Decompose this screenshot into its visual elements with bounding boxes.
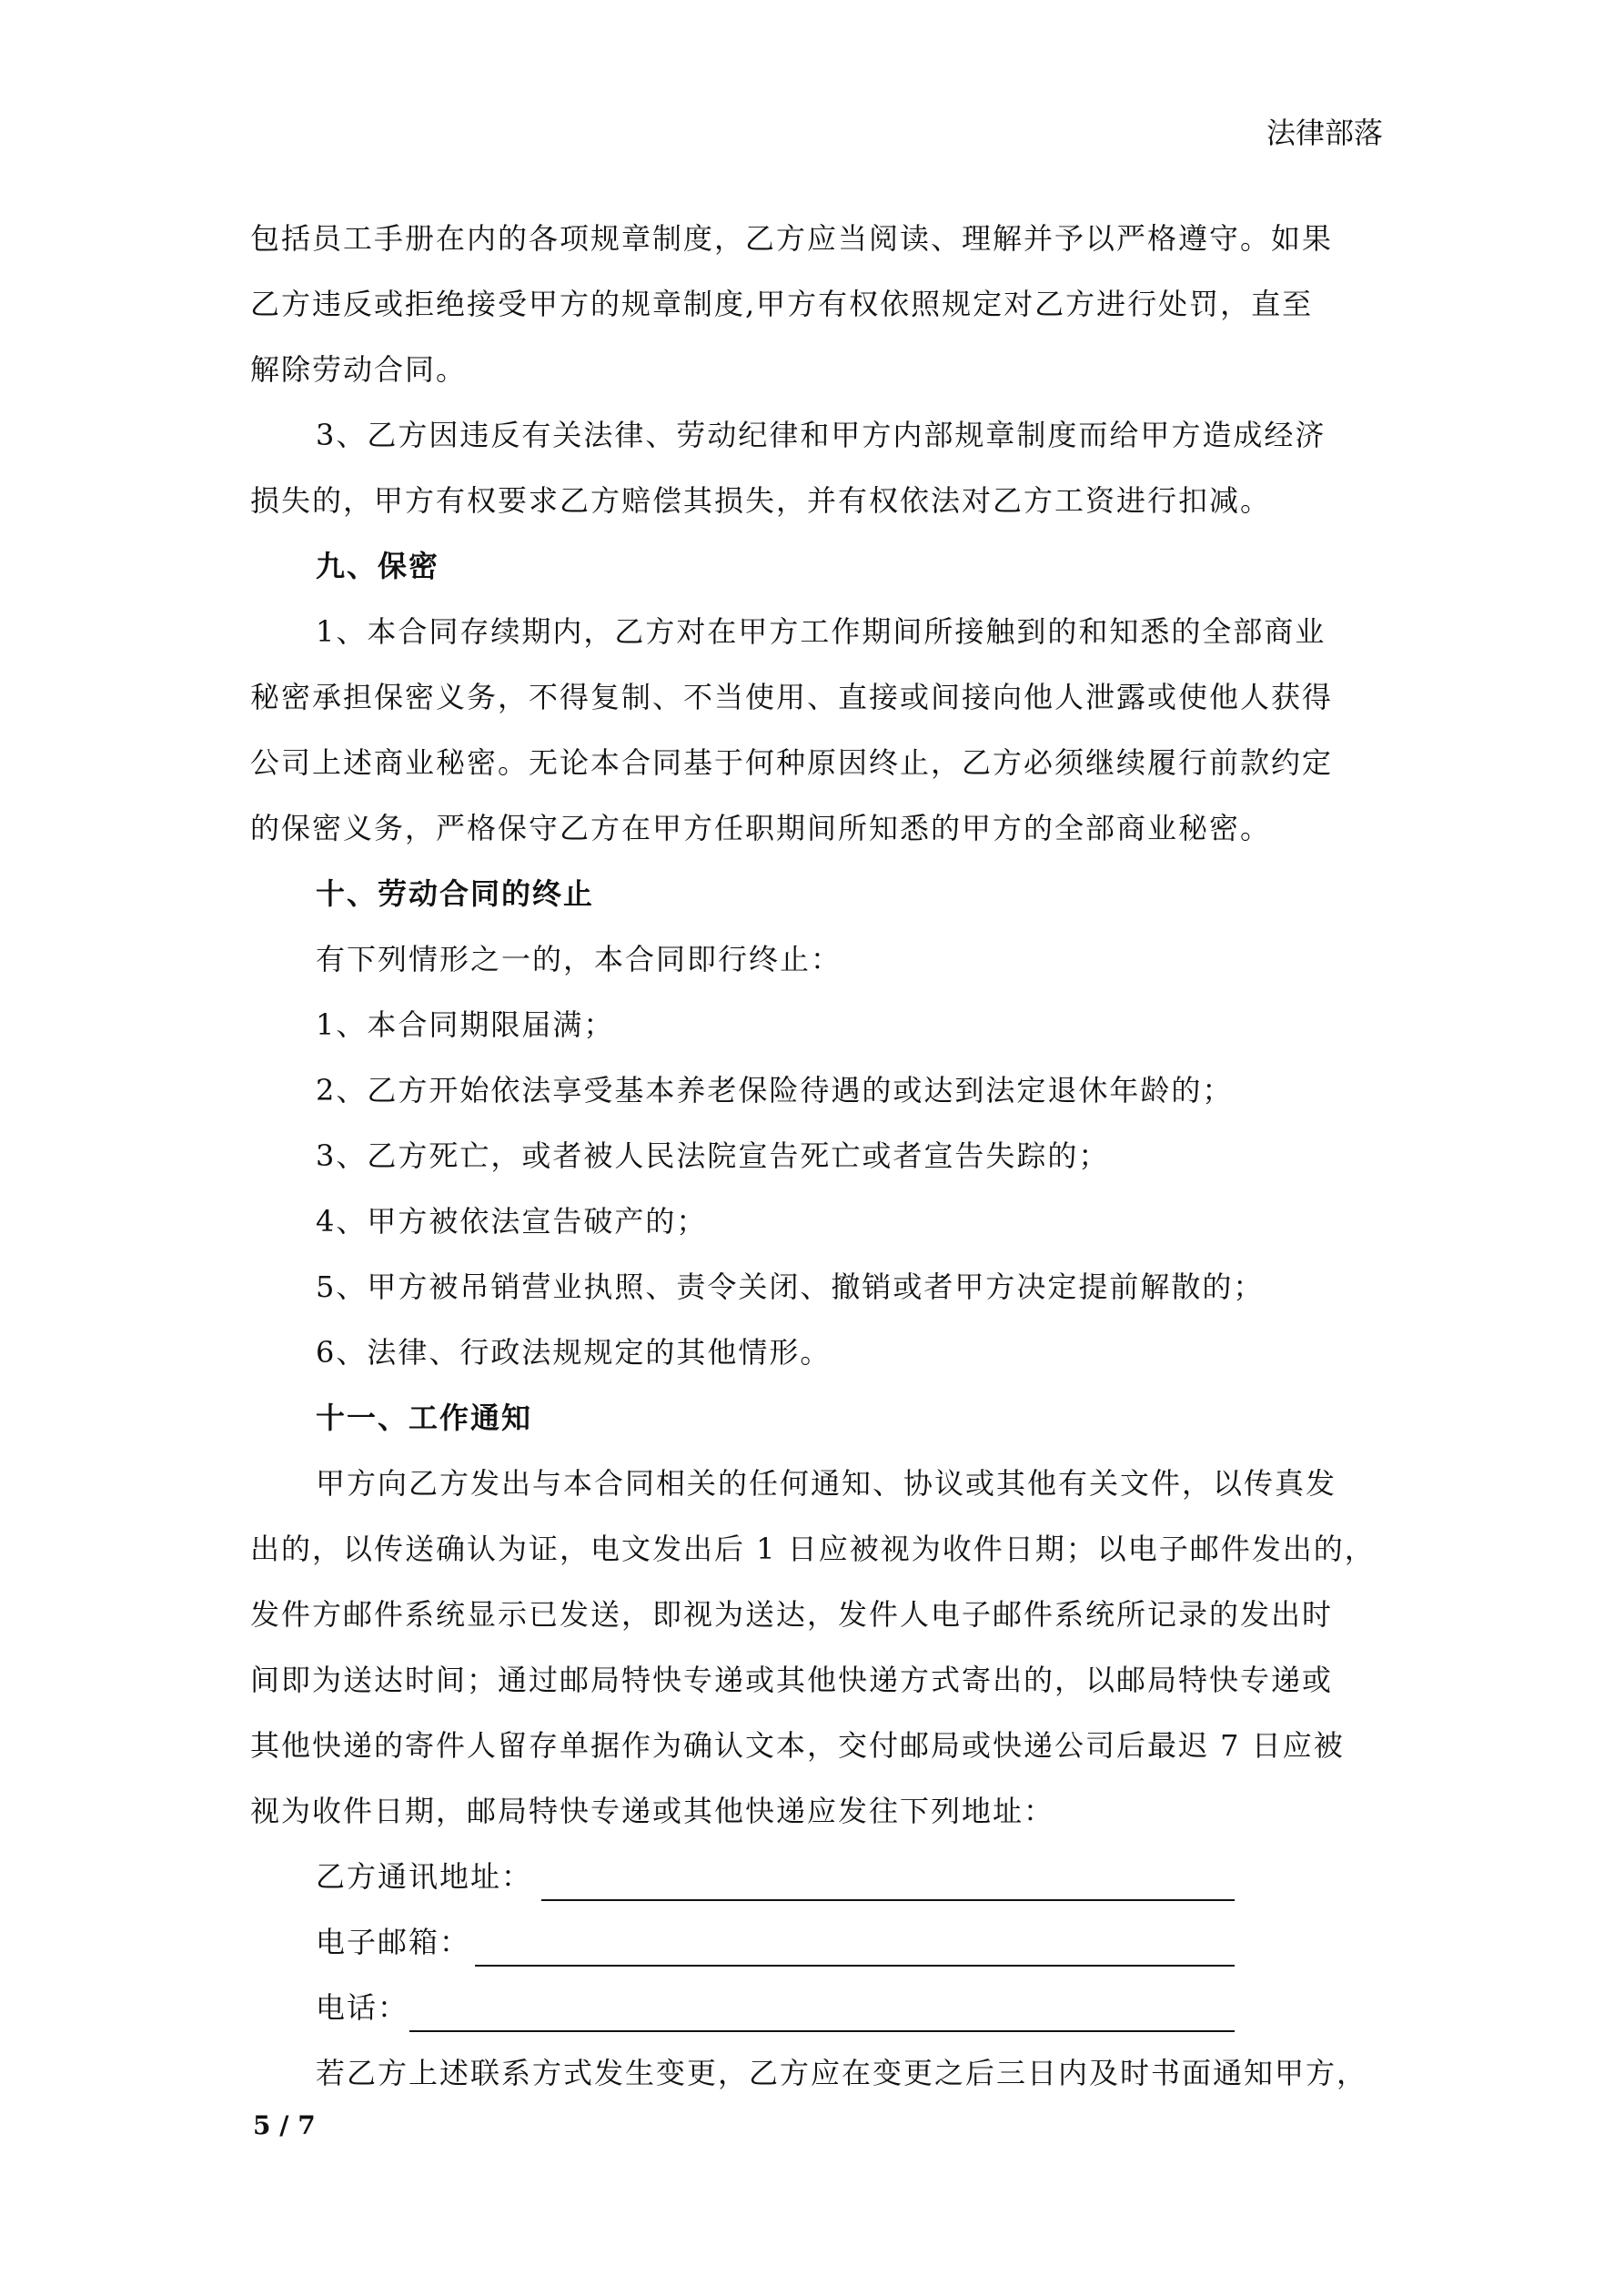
list-item: 6、法律、行政法规规定的其他情形。 bbox=[316, 1335, 832, 1370]
list-item: 2、乙方开始依法享受基本养老保险待遇的或达到法定退休年龄的； bbox=[316, 1073, 1234, 1108]
paragraph-line: 有下列情形之一的，本合同即行终止： bbox=[316, 942, 842, 976]
section-heading-confidentiality: 九、保密 bbox=[316, 549, 440, 583]
phone-label: 电话： bbox=[316, 1990, 409, 2025]
section-heading-termination: 十、劳动合同的终止 bbox=[316, 876, 595, 911]
paragraph-line: 公司上述商业秘密。无论本合同基于何种原因终止，乙方必须继续履行前款约定 bbox=[250, 745, 1334, 780]
header-brand: 法律部落 bbox=[1266, 116, 1383, 150]
address-label: 乙方通讯地址： bbox=[316, 1859, 533, 1894]
email-field-row bbox=[250, 1909, 1386, 1975]
paragraph-line: 视为收件日期，邮局特快专递或其他快递应发往下列地址： bbox=[250, 1794, 1055, 1828]
page-number: 5 / 7 bbox=[253, 2110, 316, 2140]
paragraph-line: 解除劳动合同。 bbox=[250, 352, 468, 387]
paragraph-line: 若乙方上述联系方式发生变更，乙方应在变更之后三日内及时书面通知甲方， bbox=[316, 2056, 1368, 2090]
phone-field-row bbox=[250, 1975, 1386, 2040]
phone-blank-line[interactable] bbox=[409, 2030, 1235, 2032]
list-item: 1、本合同期限届满； bbox=[316, 1007, 615, 1042]
address-field-row bbox=[250, 1844, 1386, 1909]
document-body bbox=[250, 206, 1386, 2106]
section-heading-notice: 十一、工作通知 bbox=[316, 1401, 533, 1435]
paragraph-line: 3、乙方因违反有关法律、劳动纪律和甲方内部规章制度而给甲方造成经济 bbox=[316, 418, 1326, 452]
list-item: 5、甲方被吊销营业执照、责令关闭、撤销或者甲方决定提前解散的； bbox=[316, 1269, 1265, 1304]
paragraph-line: 包括员工手册在内的各项规章制度，乙方应当阅读、理解并予以严格遵守。如果 bbox=[250, 221, 1334, 256]
paragraph-line: 出的，以传送确认为证，电文发出后 1 日应被视为收件日期；以电子邮件发出的， bbox=[250, 1532, 1376, 1566]
paragraph-line: 发件方邮件系统显示已发送，即视为送达，发件人电子邮件系统所记录的发出时 bbox=[250, 1597, 1334, 1632]
paragraph-line: 甲方向乙方发出与本合同相关的任何通知、协议或其他有关文件，以传真发 bbox=[316, 1466, 1337, 1501]
paragraph-line: 损失的，甲方有权要求乙方赔偿其损失，并有权依法对乙方工资进行扣减。 bbox=[250, 483, 1272, 518]
list-item: 3、乙方死亡，或者被人民法院宣告死亡或者宣告失踪的； bbox=[316, 1138, 1110, 1173]
email-blank-line[interactable] bbox=[475, 1965, 1235, 1967]
address-blank-line[interactable] bbox=[541, 1899, 1235, 1901]
paragraph-line: 的保密义务，严格保守乙方在甲方任职期间所知悉的甲方的全部商业秘密。 bbox=[250, 811, 1272, 845]
list-item: 4、甲方被依法宣告破产的； bbox=[316, 1204, 708, 1239]
paragraph-line: 1、本合同存续期内，乙方对在甲方工作期间所接触到的和知悉的全部商业 bbox=[316, 614, 1326, 649]
paragraph-line: 其他快递的寄件人留存单据作为确认文本，交付邮局或快递公司后最迟 7 日应被 bbox=[250, 1728, 1345, 1763]
paragraph-line: 秘密承担保密义务，不得复制、不当使用、直接或间接向他人泄露或使他人获得 bbox=[250, 680, 1334, 714]
paragraph-line: 乙方违反或拒绝接受甲方的规章制度,甲方有权依照规定对乙方进行处罚，直至 bbox=[250, 287, 1314, 321]
paragraph-line: 间即为送达时间；通过邮局特快专递或其他快递方式寄出的，以邮局特快专递或 bbox=[250, 1663, 1334, 1697]
email-label: 电子邮箱： bbox=[316, 1925, 471, 1959]
